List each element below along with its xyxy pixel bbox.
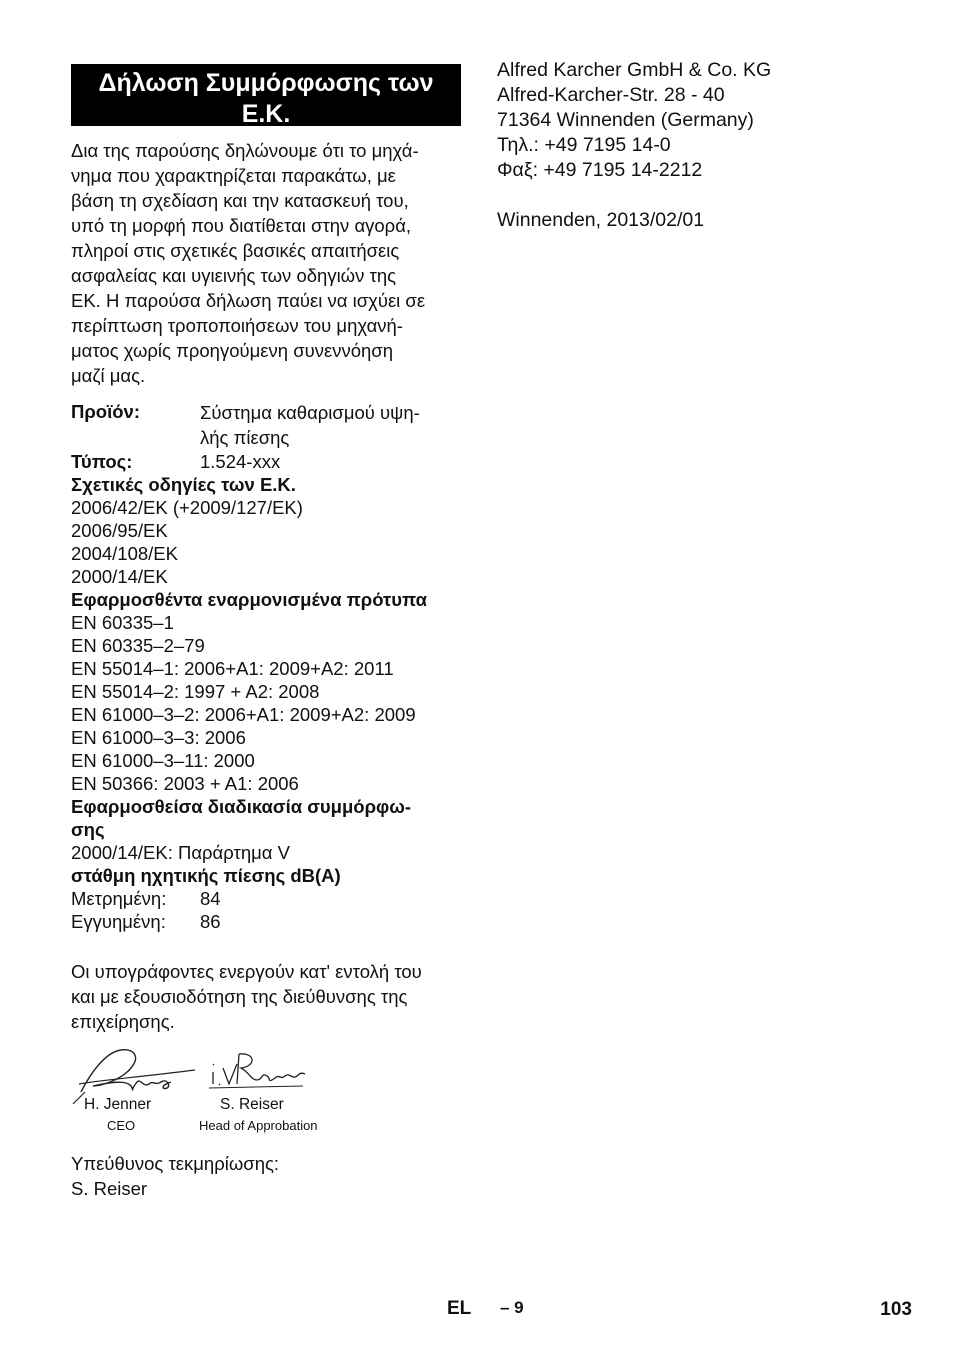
intro-line: βάση τη σχεδίαση και την κατασκευή του, — [71, 190, 409, 211]
type-label: Τύπος: — [71, 451, 133, 472]
directive-item: 2006/95/ΕΚ — [71, 520, 168, 541]
procedure-heading: σης — [71, 819, 105, 840]
documentation-block — [71, 1151, 461, 1201]
standard-item: EN 61000–3–3: 2006 — [71, 727, 246, 748]
address-line: 71364 Winnenden (Germany) — [497, 109, 754, 131]
procedure-heading: Εφαρμοσθείσα διαδικασία συμμόρφω- — [71, 796, 412, 817]
signatory-line: Οι υπογράφοντες ενεργούν κατ' εντολή του — [71, 961, 422, 982]
sound-guaranteed-row — [71, 910, 461, 933]
standard-item: EN 61000–3–2: 2006+A1: 2009+A2: 2009 — [71, 704, 416, 725]
address-line: Alfred-Karcher-Str. 28 - 40 — [497, 84, 725, 106]
standards-heading: Εφαρμοσθέντα εναρμονισμένα πρότυπα — [71, 589, 428, 610]
signatory-name: H. Jenner — [84, 1096, 152, 1113]
type-row — [71, 450, 461, 473]
sound-measured-value: 84 — [200, 888, 221, 909]
footer-language: EL — [447, 1298, 472, 1319]
signatory-line: και με εξουσιοδότηση της διεύθυνσης της — [71, 986, 408, 1007]
standard-item: EN 60335–2–79 — [71, 635, 205, 656]
procedure-value: 2000/14/ΕΚ: Παράρτημα V — [71, 842, 290, 863]
intro-line: περίπτωση τροποποιήσεων του μηχανή- — [71, 315, 403, 336]
intro-line: υπό τη μορφή που διατίθεται στην αγορά, — [71, 215, 412, 236]
directive-item: 2000/14/ΕΚ — [71, 566, 168, 587]
signatory-role: Head of Approbation — [199, 1118, 318, 1133]
standard-item: EN 60335–1 — [71, 612, 174, 633]
sound-guaranteed-value: 86 — [200, 911, 221, 932]
intro-line: ΕΚ. Η παρούσα δήλωση παύει να ισχύει σε — [71, 290, 426, 311]
sound-block — [71, 864, 461, 933]
documentation-name: S. Reiser — [71, 1178, 148, 1199]
page-title: Δήλωση Συμμόρφωσης των Ε.Κ. — [71, 64, 461, 126]
product-value — [200, 400, 461, 450]
page-number: 103 — [880, 1299, 912, 1320]
intro-paragraph — [71, 138, 461, 388]
left-column — [71, 64, 461, 1201]
signature-row — [71, 1042, 461, 1137]
procedure-block — [71, 795, 461, 864]
address-line: Φαξ: +49 7195 14-2212 — [497, 159, 703, 181]
intro-line: μαζί μας. — [71, 365, 146, 386]
product-value-line: Σύστημα καθαρισμού υψη- — [200, 402, 420, 423]
signatory-role: CEO — [107, 1118, 136, 1133]
sound-guaranteed-label: Εγγυημένη: — [71, 911, 166, 932]
sound-measured-row — [71, 887, 461, 910]
product-block — [71, 400, 461, 473]
footer-section-page: – 9 — [500, 1298, 524, 1317]
intro-line: ματος χωρίς προηγούμενη συνεννόηση — [71, 340, 394, 361]
reiser-signature-icon — [209, 1050, 309, 1096]
directives-block — [71, 473, 461, 588]
address-line: Alfred Karcher GmbH & Co. KG — [497, 59, 772, 81]
place-date: Winnenden, 2013/02/01 — [497, 209, 705, 231]
right-column — [497, 58, 897, 233]
product-label: Προϊόν: — [71, 401, 140, 422]
directive-item: 2004/108/ΕΚ — [71, 543, 178, 564]
intro-line: νημα που χαρακτηρίζεται παρακάτω, με — [71, 165, 396, 186]
directives-heading: Σχετικές οδηγίες των Ε.Κ. — [71, 474, 296, 495]
standard-item: EN 55014–2: 1997 + A2: 2008 — [71, 681, 320, 702]
standards-block — [71, 588, 461, 795]
standard-item: EN 61000–3–11: 2000 — [71, 750, 255, 771]
product-row — [71, 400, 461, 450]
standard-item: EN 55014–1: 2006+A1: 2009+A2: 2011 — [71, 658, 394, 679]
intro-line: πληροί στις σχετικές βασικές απαιτήσεις — [71, 240, 400, 261]
signatory-name: S. Reiser — [220, 1096, 284, 1113]
type-value: 1.524-xxx — [200, 451, 281, 472]
intro-line: Δια της παρούσης δηλώνουμε ότι το μηχά- — [71, 140, 419, 161]
sound-heading: στάθμη ηχητικής πίεσης dB(A) — [71, 865, 341, 886]
documentation-label: Υπεύθυνος τεκμηρίωσης: — [71, 1153, 280, 1174]
signatory-line: επιχείρησης. — [71, 1011, 175, 1032]
sound-measured-label: Μετρημένη: — [71, 888, 167, 909]
standard-item: EN 50366: 2003 + A1: 2006 — [71, 773, 299, 794]
product-value-line: λής πίεσης — [200, 427, 290, 448]
signatory-paragraph — [71, 959, 461, 1034]
address-line: Τηλ.: +49 7195 14-0 — [497, 134, 671, 156]
directive-item: 2006/42/ΕΚ (+2009/127/ΕΚ) — [71, 497, 303, 518]
intro-line: ασφαλείας και υγιεινής των οδηγιών της — [71, 265, 397, 286]
